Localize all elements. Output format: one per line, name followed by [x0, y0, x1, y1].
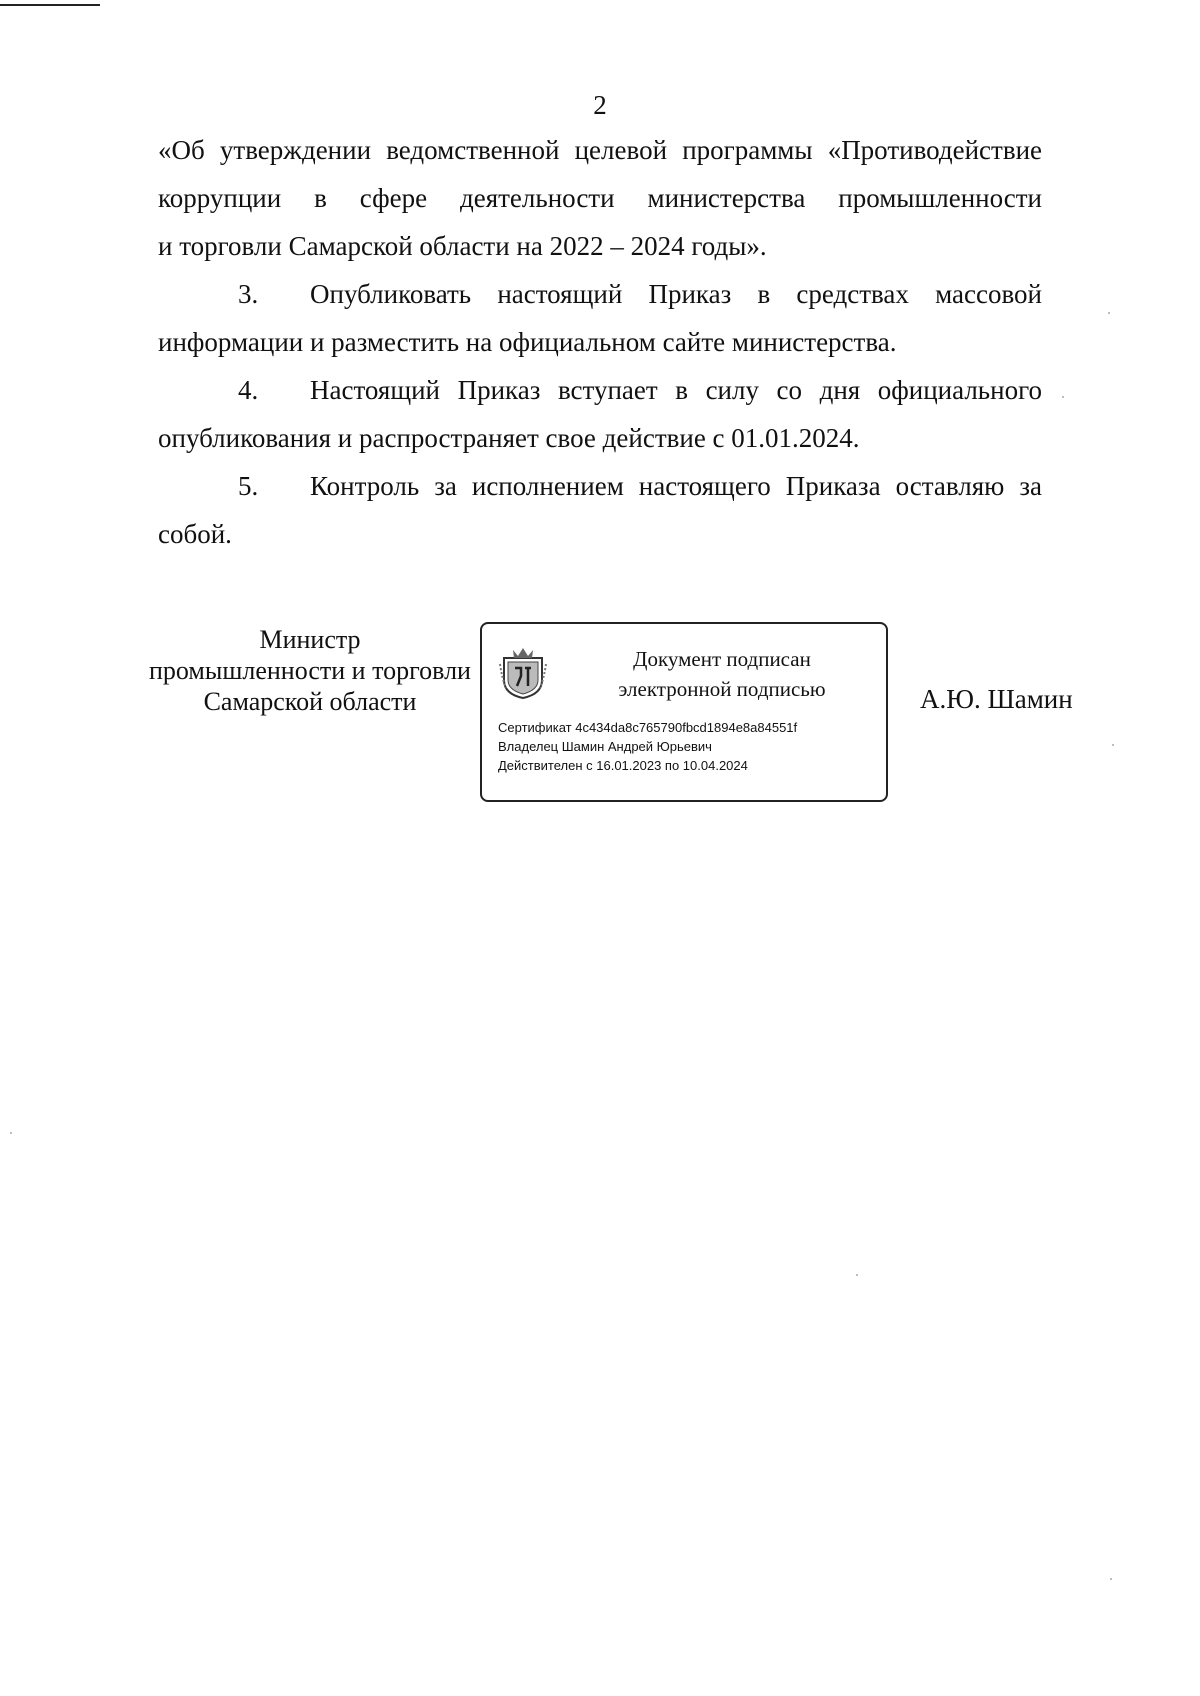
- text-line: [158, 174, 1042, 222]
- word: утверждении: [219, 135, 372, 165]
- word: в: [757, 279, 771, 309]
- word: за: [434, 471, 457, 501]
- signer-position: [140, 624, 480, 717]
- scan-speck: [1110, 1578, 1112, 1580]
- stamp-title-line-2: электронной подписью: [618, 677, 826, 701]
- item-number: 4.: [238, 375, 259, 405]
- page-number: 2: [593, 90, 607, 120]
- word: настоящий: [497, 279, 623, 309]
- word: в: [314, 183, 327, 213]
- item-rest: опубликования и распространяет свое действие с 01.01.2024.: [158, 423, 860, 453]
- continuation-line-1: [158, 126, 1042, 174]
- coat-of-arms-icon: [498, 644, 548, 700]
- list-item-5: [158, 462, 1042, 558]
- word: Приказ: [648, 279, 732, 309]
- word: «Об: [158, 135, 205, 165]
- word: коррупции: [158, 183, 282, 213]
- word: целевой: [574, 135, 668, 165]
- word: в: [675, 375, 688, 405]
- word: Настоящий: [310, 375, 441, 405]
- word: Приказа: [785, 471, 881, 501]
- position-line-1: Министр: [259, 625, 361, 654]
- stamp-title: [592, 644, 852, 704]
- word: программы: [682, 135, 813, 165]
- list-item-4: [158, 366, 1042, 462]
- word: министерства: [647, 183, 806, 213]
- word: оставляю: [895, 471, 1005, 501]
- word: промышленности: [838, 183, 1042, 213]
- word: официального: [877, 375, 1042, 405]
- certificate-details: [498, 718, 878, 775]
- continuation-paragraph: [158, 126, 1042, 270]
- scan-edge-line: [0, 4, 100, 6]
- word: Опубликовать: [310, 279, 472, 309]
- signer-name: А.Ю. Шамин: [920, 684, 1073, 714]
- word: деятельности: [459, 183, 615, 213]
- word: Приказ: [457, 375, 541, 405]
- word: дня: [819, 375, 861, 405]
- word: массовой: [935, 279, 1042, 309]
- scan-speck: [1112, 744, 1114, 746]
- scan-speck: [856, 1274, 858, 1276]
- item-rest: информации и разместить на официальном сайте министерства.: [158, 327, 897, 357]
- word: Контроль: [310, 471, 420, 501]
- word: сфере: [359, 183, 428, 213]
- text-line: [158, 462, 1042, 510]
- word: вступает: [557, 375, 658, 405]
- word: со: [776, 375, 803, 405]
- stamp-title-line-1: Документ подписан: [633, 647, 811, 671]
- text-line: [158, 270, 1042, 318]
- certificate-number: Сертификат 4c434da8c765790fbcd1894e8a84551f: [498, 720, 798, 735]
- text-line: [158, 222, 1042, 270]
- word: за: [1019, 471, 1042, 501]
- item-first-line: [288, 366, 1042, 414]
- certificate-validity: Действителен с 16.01.2023 по 10.04.2024: [498, 758, 748, 773]
- position-line-2: промышленности и торговли: [149, 656, 471, 685]
- text-line: [158, 366, 1042, 414]
- electronic-signature-stamp: [480, 622, 888, 802]
- item-rest: собой.: [158, 519, 232, 549]
- item-first-line: [288, 462, 1042, 510]
- item-first-line: [288, 270, 1042, 318]
- word: исполнением: [471, 471, 624, 501]
- item-number: 3.: [238, 279, 259, 309]
- continuation-line-2: [158, 174, 1042, 222]
- item-number: 5.: [238, 471, 259, 501]
- certificate-owner: Владелец Шамин Андрей Юрьевич: [498, 739, 712, 754]
- scan-speck: [10, 1132, 12, 1134]
- word: «Противодействие: [827, 135, 1042, 165]
- list-item-3: [158, 270, 1042, 366]
- scan-speck: [1062, 396, 1064, 398]
- word: силу: [705, 375, 759, 405]
- continuation-line-3: и торговли Самарской области на 2022 – 2024 годы».: [158, 231, 767, 261]
- text-line: [158, 126, 1042, 174]
- word: ведомственной: [386, 135, 560, 165]
- scan-speck: [1108, 312, 1110, 314]
- word: средствах: [796, 279, 909, 309]
- position-line-3: Самарской области: [203, 687, 417, 716]
- word: настоящего: [638, 471, 771, 501]
